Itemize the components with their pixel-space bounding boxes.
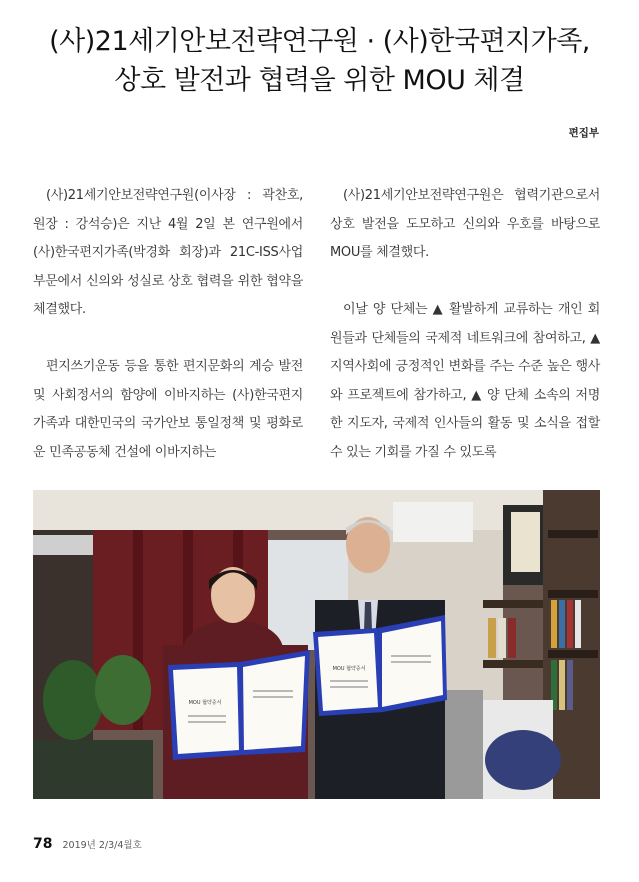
certificate-title-right: MOU 협약증서 — [332, 666, 366, 672]
mou-signing-photo — [33, 490, 600, 799]
paragraph: (사)21세기안보전략연구원은 협력기관으로서 상호 발전을 도모하고 신의와 우호를 바탕으로 MOU를 체결했다. — [330, 188, 600, 260]
byline: 편집부 — [568, 127, 599, 139]
page-footer — [33, 836, 142, 852]
page-number: 78 — [33, 836, 53, 852]
paragraph: 편지쓰기운동 등을 통한 편지문화의 계승 발전 및 사회정서의 함양에 이바지하는 (사)한국편지가족과 대한민국의 국가안보 통일정책 및 평화로운 민족공동체 건설에 이바지하는 — [33, 359, 303, 460]
title-line-1: (사)21세기안보전략연구원 · (사)한국편지가족, — [49, 26, 590, 57]
left-column — [33, 182, 303, 496]
title-line-2: 상호 발전과 협력을 위한 MOU 체결 — [114, 65, 525, 96]
article-title — [0, 22, 639, 100]
right-column — [330, 182, 600, 496]
certificate-title-left: MOU 협약증서 — [188, 700, 222, 706]
issue-label: 2019년 2/3/4월호 — [62, 840, 142, 851]
paragraph: 이날 양 단체는 ▲ 활발하게 교류하는 개인 회원들과 단체들의 국제적 네트워크에 참여하고, ▲ 지역사회에 긍정적인 변화를 주는 수준 높은 행사와 프로젝트에 참가하고, ▲ 양 단체 소속의 저명한 지도자, 국제적 인사들의 활동 및 소식을 접할 수 있는 기회를 가질 수 있도록 — [330, 302, 600, 460]
paragraph: (사)21세기안보전략연구원(이사장 : 곽찬호, 원장 : 강석승)은 지난 4월 2일 본 연구원에서 (사)한국편지가족(박경화 회장)과 21C-ISS사업부문에서 신의와 성실로 상호 협력을 위한 협약을 체결했다. — [33, 188, 303, 317]
